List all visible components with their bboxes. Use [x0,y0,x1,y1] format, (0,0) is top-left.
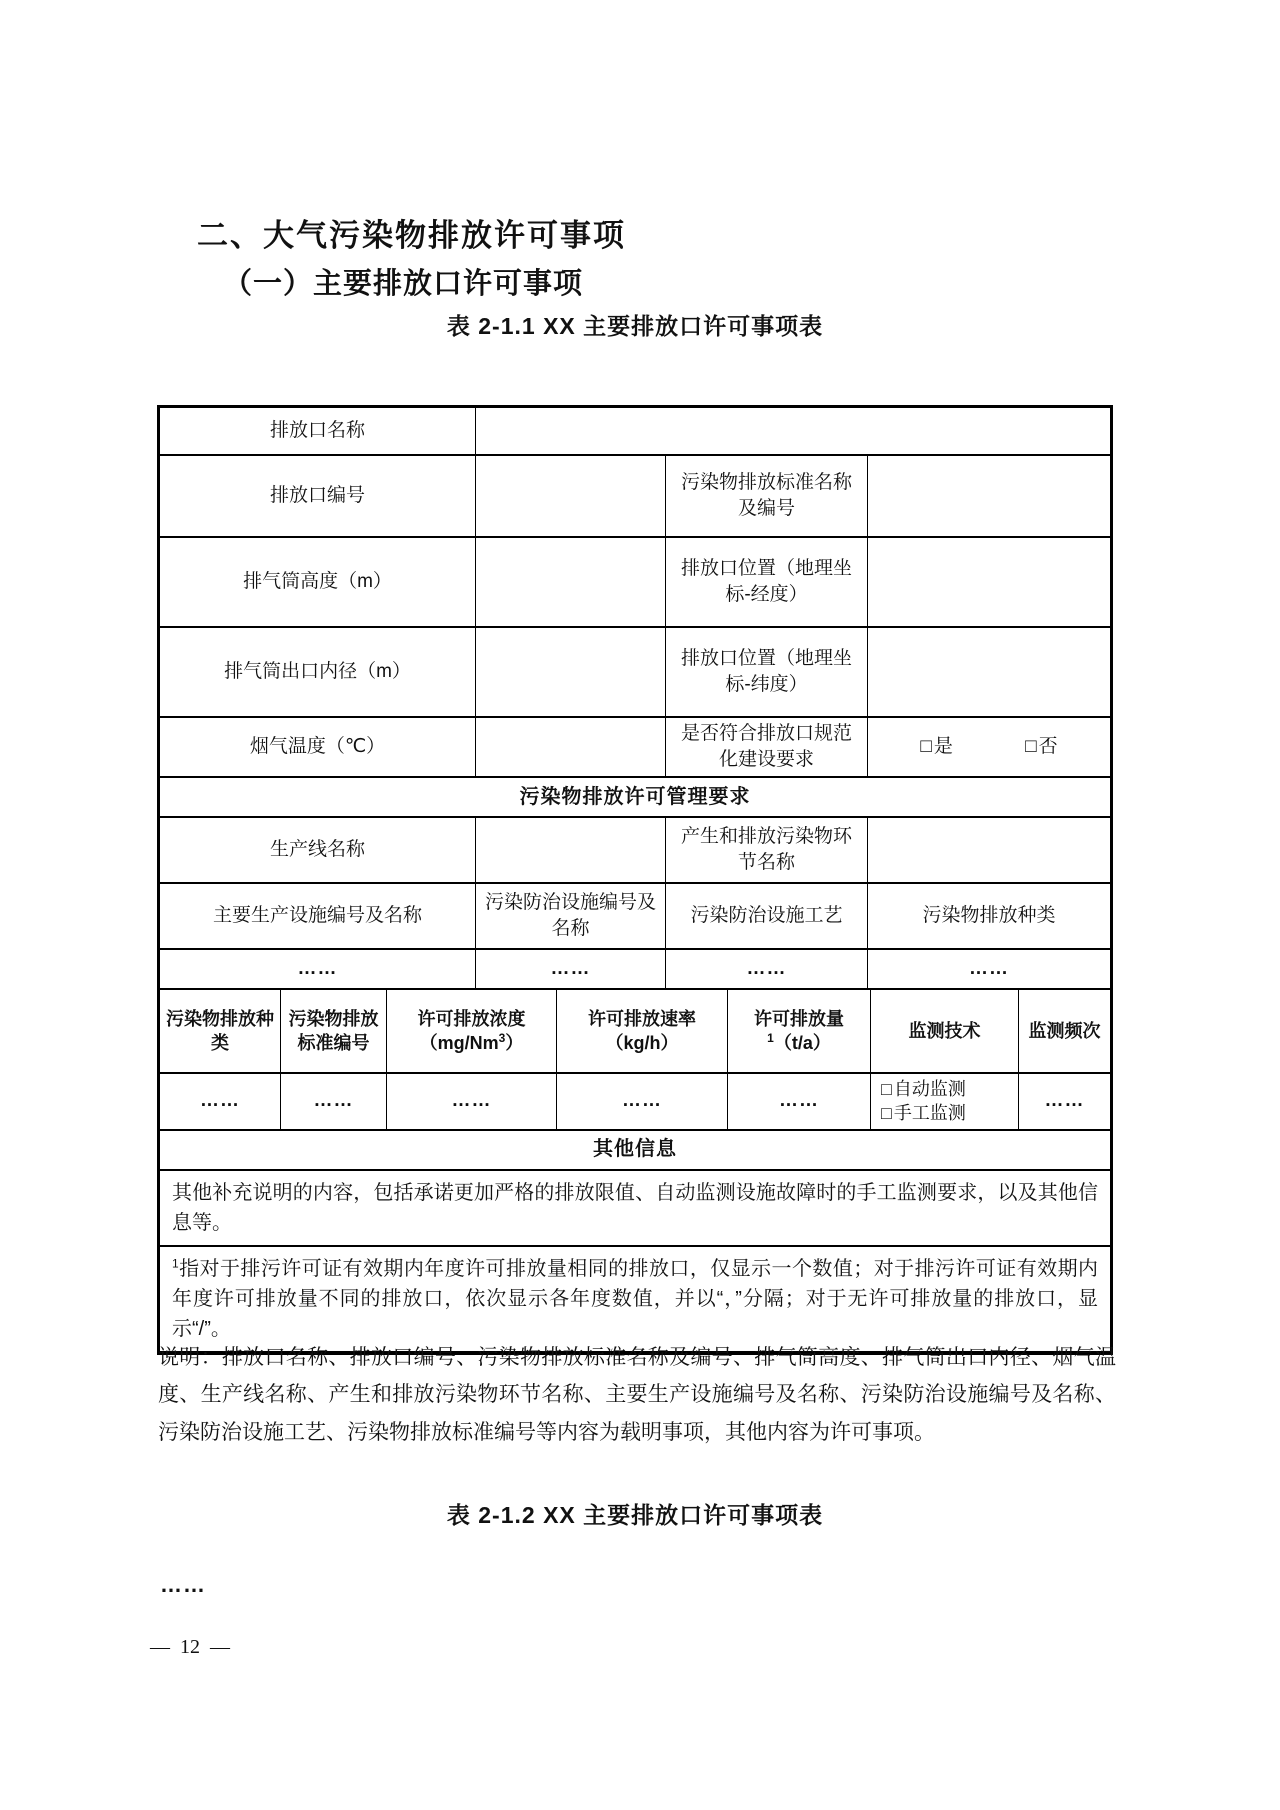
production-line-label: 生产线名称 [160,818,476,882]
control-facility-label: 污染防治设施编号及名称 [476,884,666,948]
standard-value-cell [868,456,1110,536]
other-info-header: 其他信息 [593,1138,677,1161]
compliance-yes-option [920,734,953,760]
control-tech-ellipsis-cell: …… [666,950,868,988]
table2-title: 表 2-1.2 XX 主要排放口许可事项表 [446,1502,824,1528]
stack-height-value-cell [476,538,666,626]
stack-diameter-value-cell [476,628,666,716]
limits-concentration-header [387,990,557,1072]
compliance-no-option [1025,734,1058,760]
stack-diameter-label: 排气筒出口内径（m） [160,628,476,716]
row-management-header [160,778,1110,818]
compliance-choice-cell [868,718,1110,776]
monitor-freq-ellipsis-cell: …… [1044,1090,1085,1112]
location-lng-value-cell [868,538,1110,626]
facility-ellipsis-cell: …… [160,950,476,988]
stack-height-label: 排气筒高度（m） [160,538,476,626]
pollutant-type-ellipsis-cell: …… [969,958,1009,980]
limits-type-header: 污染物排放种类 [160,990,281,1072]
row-outlet-name [160,408,1110,456]
amount-unit: $^1$（t/a） [767,1031,831,1053]
table1-title: 表 2-1.1 XX 主要排放口许可事项表 [446,313,824,339]
rate-title: 许可排放速率 [588,1008,696,1029]
continuation-ellipsis: …… [160,1572,206,1597]
amount-title: 许可排放量 [754,1008,844,1029]
pollutant-link-value-cell [868,818,1110,882]
row-production-line [160,818,1110,884]
production-line-value-cell [476,818,666,882]
row-facility-headers [160,884,1110,950]
checkbox-no-icon: □ [1025,736,1037,758]
pollutant-link-label: 产生和排放污染物环节名称 [666,818,868,882]
row-other-header [160,1131,1110,1171]
monitor-freq-header: 监测频次 [1028,1020,1101,1041]
location-lat-label: 排放口位置（地理坐标-纬度） [666,628,868,716]
outlet-name-label: 排放口名称 [160,408,476,454]
row-outlet-code [160,456,1110,538]
supplement-text: 其他补充说明的内容，包括承诺更加严格的排放限值、自动监测设施故障时的手工监测要求，以及其他信息等。 [172,1181,1098,1234]
limits-rate-header [557,990,728,1072]
page-number: — 12 — [150,1636,230,1658]
location-lng-label: 排放口位置（地理坐标-经度） [666,538,868,626]
row-flue-temp [160,718,1110,778]
row-facility-ellipsis [160,950,1110,990]
permit-items-table [157,405,1113,1355]
manual-monitor-label: 手工监测 [893,1103,966,1124]
limits-rate-ellipsis-cell: …… [557,1074,728,1129]
outlet-code-label: 排放口编号 [160,456,476,536]
checkbox-manual-monitor-icon: □ [881,1103,892,1124]
flue-temp-label: 烟气温度（℃） [160,718,476,776]
location-lat-value-cell [868,628,1110,716]
footnote-text: $^1$指对于排污许可证有效期内年度许可排放量相同的排放口，仅显示一个数值；对于排污许可证有效期内年度许可排放量不同的排放口，依次显示各年度数值，并以“，”分隔；对于无许可排放量的排放口，显示“/”。 [172,1255,1098,1340]
outlet-code-value-cell [476,456,666,536]
row-stack-diameter [160,628,1110,718]
row-footnote [160,1247,1110,1351]
checkbox-auto-monitor-icon: □ [881,1079,892,1099]
section-heading: 二、大气污染物排放许可事项 [197,218,626,253]
standard-label: 污染物排放标准名称及编号 [666,456,868,536]
manual-monitor-option [881,1101,966,1125]
row-supplement [160,1171,1110,1247]
note-paragraph: 说明：排放口名称、排放口编号、污染物排放标准名称及编号、排气筒高度、排气筒出口内径、烟气温度、生产线名称、产生和排放污染物环节名称、主要生产设施编号及名称、污染防治设施编号及名称、污染防治设施工艺、污染物排放标准编号等内容为载明事项，其他内容为许可事项。 [158,1345,1116,1444]
concentration-title: 许可排放浓度 [417,1008,526,1029]
facility-label: 主要生产设施编号及名称 [160,884,476,948]
subsection-heading: （一）主要排放口许可事项 [223,268,584,300]
limits-amount-header [728,990,871,1072]
pollutant-type-label: 污染物排放种类 [922,905,1056,927]
control-tech-label: 污染防治设施工艺 [666,884,868,948]
monitor-tech-choice-cell [871,1074,1019,1129]
rate-unit: （kg/h） [605,1033,679,1053]
management-header: 污染物排放许可管理要求 [519,785,751,808]
limits-type-ellipsis-cell: …… [160,1074,281,1129]
auto-monitor-label: 自动监测 [893,1079,966,1099]
footnote-marker: 1 [172,1255,179,1270]
limits-standard-ellipsis-cell: …… [281,1074,387,1129]
limits-concentration-ellipsis-cell: …… [387,1074,557,1129]
compliance-label: 是否符合排放口规范化建设要求 [666,718,868,776]
row-limits-values [160,1074,1110,1131]
no-label: 否 [1038,736,1058,758]
row-stack-height [160,538,1110,628]
limits-standard-header: 污染物排放标准编号 [281,990,387,1072]
flue-temp-value-cell [476,718,666,776]
monitor-tech-header: 监测技术 [871,990,1019,1072]
outlet-name-value-cell [476,408,1110,454]
yes-label: 是 [933,736,953,758]
row-limits-header [160,990,1110,1074]
limits-amount-ellipsis-cell: …… [728,1074,871,1129]
control-facility-ellipsis-cell: …… [476,950,666,988]
auto-monitor-option [881,1077,966,1101]
checkbox-yes-icon: □ [920,736,932,758]
concentration-unit: （mg/Nm$^3$） [419,1031,524,1053]
